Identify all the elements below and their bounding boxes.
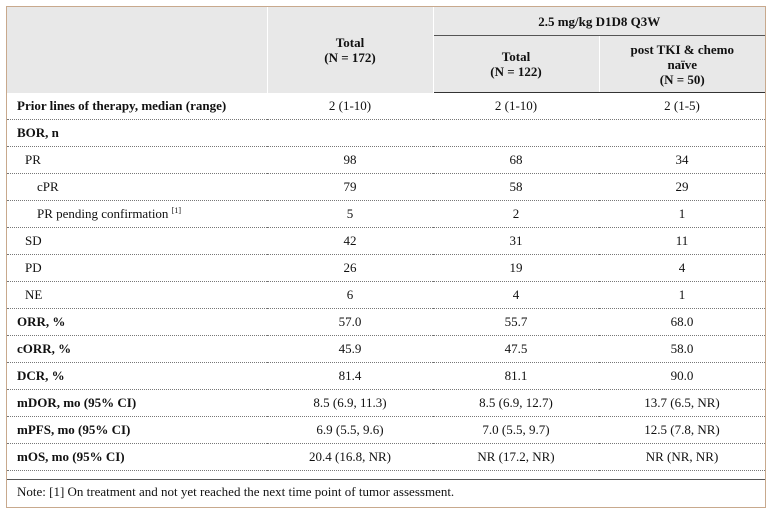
row-label — [7, 255, 267, 282]
table-frame — [6, 6, 766, 508]
row-label-text: cPR — [37, 179, 59, 194]
row-value: 4 — [433, 282, 599, 309]
footnote: Note: [1] On treatment and not yet reached the next time point of tumor assessment. — [17, 484, 455, 499]
row-label-text: PD — [25, 260, 42, 275]
row-value: 2 (1-5) — [599, 93, 765, 120]
row-value: 45.9 — [267, 336, 433, 363]
row-label — [7, 201, 267, 228]
row-value: 58.0 — [599, 336, 765, 363]
row-value: 12.5 (7.8, NR) — [599, 417, 765, 444]
row-label-text: mPFS, mo (95% CI) — [17, 422, 131, 437]
header-total-line2: (N = 172) — [324, 49, 376, 65]
row-label-text: ORR, % — [17, 314, 66, 329]
row-label-text: mDOR, mo (95% CI) — [17, 395, 137, 410]
efficacy-table — [7, 7, 765, 471]
row-value: 90.0 — [599, 363, 765, 390]
row-label — [7, 309, 267, 336]
row-value: 20.4 (16.8, NR) — [267, 444, 433, 471]
row-value: 47.5 — [433, 336, 599, 363]
row-value: 31 — [433, 228, 599, 255]
row-label-text: BOR, n — [17, 125, 59, 140]
row-label — [7, 363, 267, 390]
row-value: 7.0 (5.5, 9.7) — [433, 417, 599, 444]
row-value: 4 — [599, 255, 765, 282]
row-label — [7, 390, 267, 417]
row-label — [7, 147, 267, 174]
row-label — [7, 120, 267, 147]
table-row — [7, 309, 765, 336]
table-row — [7, 147, 765, 174]
row-value: 55.7 — [433, 309, 599, 336]
row-value: 81.1 — [433, 363, 599, 390]
row-value: 2 — [433, 201, 599, 228]
row-label-text: PR pending confirmation — [37, 206, 169, 221]
row-value: 42 — [267, 228, 433, 255]
header-dose-group: 2.5 mg/kg D1D8 Q3W — [433, 7, 765, 36]
row-label-text: PR — [25, 152, 41, 167]
note-divider — [7, 479, 765, 480]
row-value: 81.4 — [267, 363, 433, 390]
row-label-text: Prior lines of therapy, median (range) — [17, 97, 227, 113]
row-value: 68.0 — [599, 309, 765, 336]
table-row — [7, 228, 765, 255]
row-label — [7, 444, 267, 471]
row-value: 2 (1-10) — [433, 93, 599, 120]
row-value: 26 — [267, 255, 433, 282]
row-label — [7, 174, 267, 201]
row-label — [7, 282, 267, 309]
row-label-text: cORR, % — [17, 341, 72, 356]
row-value: 6.9 (5.5, 9.6) — [267, 417, 433, 444]
table-row — [7, 120, 765, 147]
row-value: 79 — [267, 174, 433, 201]
row-value: NR (NR, NR) — [599, 444, 765, 471]
table-row — [7, 417, 765, 444]
row-value: 29 — [599, 174, 765, 201]
row-label — [7, 228, 267, 255]
row-label-text: mOS, mo (95% CI) — [17, 449, 125, 464]
row-value: 11 — [599, 228, 765, 255]
row-label — [7, 417, 267, 444]
table-row — [7, 282, 765, 309]
row-value: 8.5 (6.9, 12.7) — [433, 390, 599, 417]
row-value: 2 (1-10) — [267, 93, 433, 120]
row-value: 8.5 (6.9, 11.3) — [267, 390, 433, 417]
row-value: 68 — [433, 147, 599, 174]
row-value: NR (17.2, NR) — [433, 444, 599, 471]
row-label-text: SD — [25, 233, 42, 248]
row-value — [433, 120, 599, 147]
header-sub-naive — [599, 36, 765, 93]
table-row — [7, 390, 765, 417]
header-sub-total-line1: Total — [501, 49, 531, 64]
table-body — [7, 93, 765, 471]
row-value — [267, 120, 433, 147]
table-row — [7, 93, 765, 120]
header-sub-naive-line1: post TKI & chemo — [630, 41, 734, 57]
table-row — [7, 363, 765, 390]
table-row — [7, 255, 765, 282]
table-row — [7, 201, 765, 228]
footnote-ref: [1] — [171, 206, 182, 215]
header-sub-naive-line2: naïve — [667, 56, 698, 72]
table-row — [7, 336, 765, 363]
row-label-text: DCR, % — [17, 368, 65, 383]
row-value: 6 — [267, 282, 433, 309]
row-label — [7, 93, 267, 120]
row-value: 1 — [599, 201, 765, 228]
row-value: 34 — [599, 147, 765, 174]
row-value: 57.0 — [267, 309, 433, 336]
row-value: 13.7 (6.5, NR) — [599, 390, 765, 417]
row-label — [7, 336, 267, 363]
header-sub-total-line2: (N = 122) — [490, 64, 542, 79]
row-value: 1 — [599, 282, 765, 309]
header-blank-cell — [7, 7, 267, 93]
header-total — [267, 7, 433, 93]
header-sub-naive-line3: (N = 50) — [659, 71, 705, 87]
header-sub-total — [433, 36, 599, 93]
header-total-line1: Total — [335, 34, 365, 50]
row-value: 58 — [433, 174, 599, 201]
row-value — [599, 120, 765, 147]
row-label-text: NE — [25, 287, 43, 302]
row-value: 98 — [267, 147, 433, 174]
table-row — [7, 444, 765, 471]
row-value: 5 — [267, 201, 433, 228]
row-value: 19 — [433, 255, 599, 282]
table-row — [7, 174, 765, 201]
